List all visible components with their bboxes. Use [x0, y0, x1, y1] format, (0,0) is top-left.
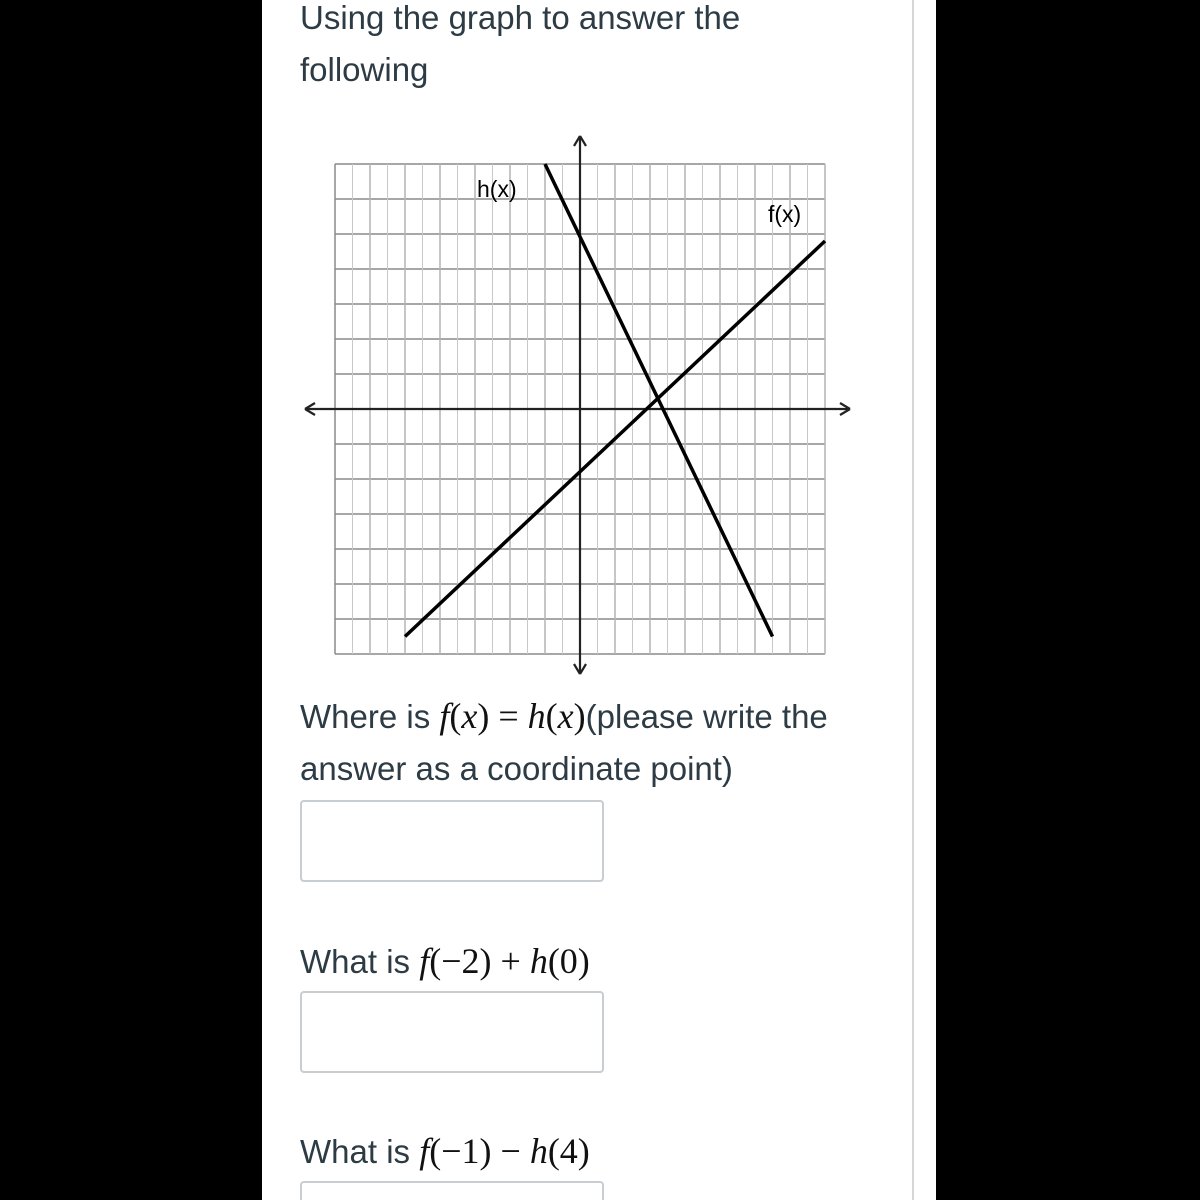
question-2-text: [300, 935, 590, 988]
question-3-text: [300, 1125, 590, 1178]
q1-math-4: h: [527, 696, 546, 736]
answer-input-3[interactable]: [300, 1181, 604, 1200]
question-2-math: [419, 941, 590, 981]
q2-math-0: f: [419, 941, 430, 981]
q1-math-7: ): [573, 696, 586, 736]
function-graph: [262, 0, 912, 680]
question-2-prefix: What is: [300, 943, 411, 980]
q2-math-2: h: [529, 941, 548, 981]
question-1-text: [300, 690, 880, 795]
q1-math-3: ) =: [477, 696, 528, 736]
question-1-math: [439, 696, 585, 736]
q1-math-0: f: [439, 696, 450, 736]
answer-input-1[interactable]: [300, 800, 604, 882]
q1-math-2: x: [461, 696, 478, 736]
question-3-prefix: What is: [300, 1133, 411, 1170]
q1-math-6: x: [557, 696, 574, 736]
q3-math-2: h: [529, 1131, 548, 1171]
q1-math-1: (: [449, 696, 462, 736]
f-label: f(x): [768, 201, 802, 227]
question-intro: Using the graph to answer the following: [300, 0, 741, 88]
question-panel: [262, 0, 912, 1200]
h-label: h(x): [477, 176, 517, 202]
scrollbar-track[interactable]: [912, 0, 936, 1200]
q1-math-5: (: [545, 696, 558, 736]
q2-math-3: (0): [547, 941, 590, 981]
q3-math-3: (4): [547, 1131, 590, 1171]
q3-math-1: (−1) −: [429, 1131, 530, 1171]
question-1-suffix: (please write the answer as a coordinate point): [300, 698, 828, 787]
q2-math-1: (−2) +: [429, 941, 530, 981]
question-3-math: [419, 1131, 590, 1171]
answer-input-2[interactable]: [300, 991, 604, 1073]
q3-math-0: f: [419, 1131, 430, 1171]
question-1-prefix: Where is: [300, 698, 431, 735]
